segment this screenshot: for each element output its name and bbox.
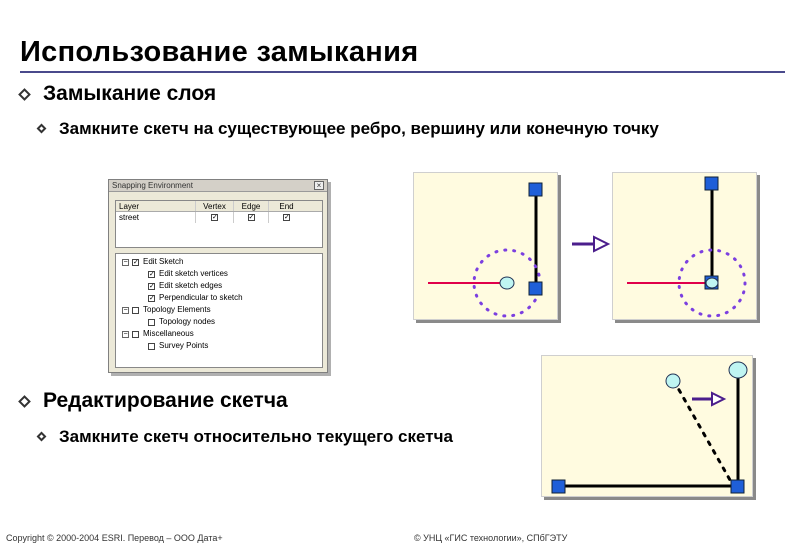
tree-item-topology-nodes: [116, 316, 322, 328]
tree-label: Topology nodes: [159, 317, 216, 326]
dotted-snap-path: [674, 381, 730, 480]
slide-title: Использование замыкания: [20, 36, 419, 68]
tree-label: Survey Points: [159, 341, 209, 350]
footer-copyright: Copyright © 2000-2004 ESRI. Перевод – ООО Дата+: [6, 533, 223, 543]
arrow-head-icon: [712, 393, 724, 405]
table-header: [116, 201, 322, 212]
tree-checkbox[interactable]: [132, 331, 139, 338]
sketch-snap-illustration: [542, 356, 754, 498]
before-snap-illustration: [414, 173, 559, 321]
sub-bullet-sketch-editing: [38, 424, 538, 450]
vertex-square: [529, 282, 542, 295]
tree-checkbox[interactable]: [132, 307, 139, 314]
sub-bullet-text: Замкните скетч на существующее ребро, вершину или конечную точку: [59, 119, 659, 138]
snapping-environment-dialog: [108, 179, 328, 373]
after-snap-illustration: [613, 173, 758, 321]
close-icon[interactable]: ×: [314, 181, 324, 190]
dialog-title-bar: [109, 180, 327, 192]
table-row: [116, 212, 322, 223]
tree-checkbox[interactable]: ✓: [133, 258, 139, 266]
vertex-checkbox[interactable]: ✓: [212, 214, 218, 222]
tree-item-edit-sketch-edges: [116, 280, 322, 292]
column-header-layer[interactable]: Layer: [116, 201, 196, 211]
tree-checkbox[interactable]: ✓: [149, 294, 155, 302]
footer-credit: © УНЦ «ГИС технологии», СПбГЭТУ: [414, 533, 568, 543]
tree-item-perpendicular: [116, 292, 322, 304]
bullet-text: Замыкание слоя: [43, 82, 217, 105]
sub-bullet-text: Замкните скетч относительно текущего скетча: [59, 427, 453, 446]
snapping-options-tree: [115, 253, 323, 368]
sub-bullet-layer-snapping: [38, 116, 738, 142]
snapping-layer-table: [115, 200, 323, 248]
after-snap-panel: [612, 172, 757, 320]
column-header-end[interactable]: End: [279, 202, 294, 211]
sketch-vertex-circle: [729, 362, 747, 378]
sketch-vertex-circle: [706, 278, 718, 288]
column-header-edge[interactable]: Edge: [234, 201, 269, 211]
arrow-icon: [570, 233, 612, 255]
tree-item-edit-sketch-vertices: [116, 268, 322, 280]
bullet-layer-snapping: [20, 82, 216, 106]
vertex-square: [552, 480, 565, 493]
tree-item-topology-elements: [116, 304, 322, 316]
tree-label: Miscellaneous: [143, 329, 194, 338]
layer-name-cell: street: [116, 212, 196, 223]
tree-item-survey-points: [116, 340, 322, 352]
tree-item-edit-sketch: [116, 256, 322, 268]
vertex-square: [731, 480, 744, 493]
diamond-bullet-icon: [37, 124, 47, 134]
tree-label: Perpendicular to sketch: [159, 293, 243, 302]
tree-label: Edit sketch edges: [159, 281, 223, 290]
collapse-icon[interactable]: −: [123, 330, 128, 338]
sketch-vertex-circle: [666, 374, 680, 388]
diamond-bullet-icon: [18, 88, 31, 101]
tree-label: Topology Elements: [143, 305, 211, 314]
before-snap-panel: [413, 172, 558, 320]
vertex-square: [705, 177, 718, 190]
title-underline: [20, 71, 785, 73]
tree-item-miscellaneous: [116, 328, 322, 340]
collapse-icon[interactable]: −: [123, 258, 128, 266]
tree-checkbox[interactable]: [148, 319, 155, 326]
collapse-icon[interactable]: −: [123, 306, 128, 314]
tree-checkbox[interactable]: ✓: [149, 270, 155, 278]
sketch-snap-panel: [541, 355, 753, 497]
tree-label: Edit Sketch: [143, 257, 184, 266]
sketch-vertex-circle: [500, 277, 514, 289]
tree-label: Edit sketch vertices: [159, 269, 228, 278]
edge-checkbox[interactable]: ✓: [248, 214, 255, 222]
bullet-text: Редактирование скетча: [43, 389, 288, 412]
dialog-title: Snapping Environment: [112, 181, 193, 190]
diamond-bullet-icon: [37, 432, 47, 442]
vertex-square: [529, 183, 542, 196]
column-header-vertex[interactable]: Vertex: [196, 201, 234, 211]
tree-checkbox[interactable]: [148, 343, 155, 350]
tree-checkbox[interactable]: ✓: [149, 282, 155, 290]
bullet-sketch-editing: [20, 389, 288, 413]
diamond-bullet-icon: [18, 395, 31, 408]
end-checkbox[interactable]: ✓: [284, 214, 290, 222]
